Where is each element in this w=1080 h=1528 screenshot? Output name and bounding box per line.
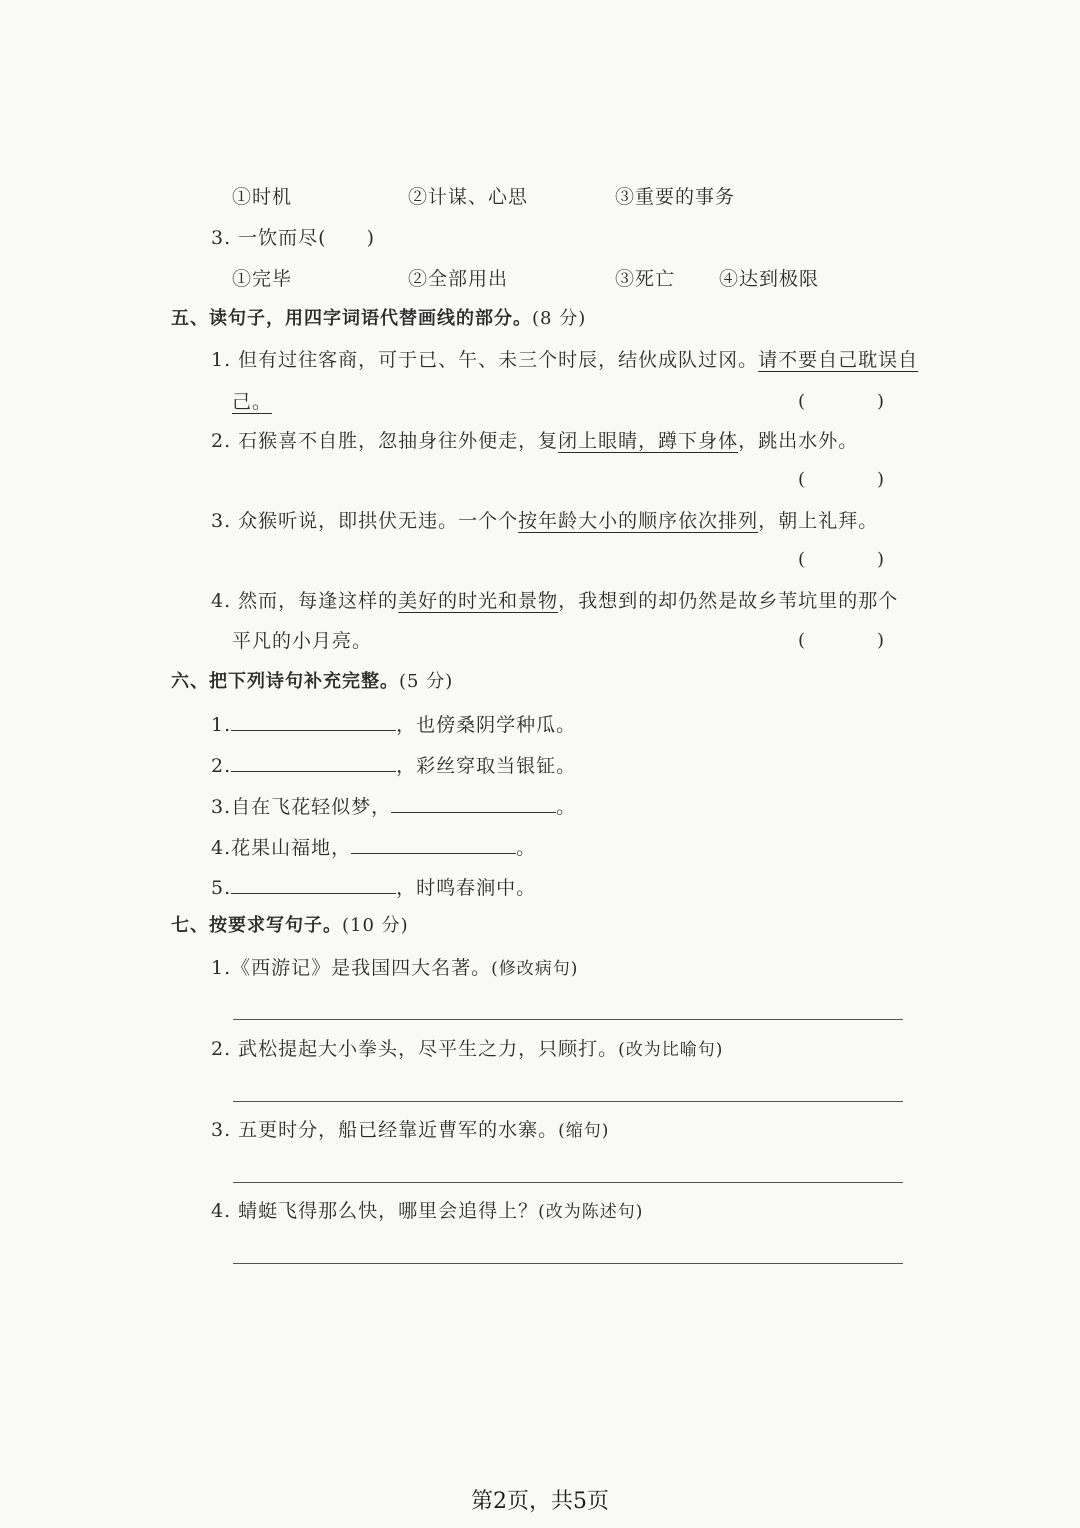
instruction-note: (缩句) [558,1121,610,1141]
option: ③重要的事务 [615,186,736,208]
sentence-text: 3. 五更时分，船已经靠近曹军的水寨。 [211,1119,559,1141]
section-title: 七、按要求写句子。 [171,915,342,936]
fill-blank[interactable] [231,710,396,731]
sentence-text: 1. 但有过往客商，可于已、午、未三个时辰，结伙成队过冈。 [211,349,759,371]
fill-blank[interactable] [391,792,556,813]
answer-line[interactable] [233,1182,903,1183]
poem-item [211,792,576,820]
underlined-phrase: 美好的时光和景物 [398,590,559,612]
option: ①时机 [232,186,293,208]
answer-line[interactable] [233,1019,903,1020]
option: ③死亡 [615,268,676,290]
underlined-phrase: 闭上眼睛，蹲下身体 [558,430,739,452]
fill-blank[interactable] [351,833,516,854]
instruction-note: (修改病句) [491,959,579,979]
sentence-continuation [232,389,272,415]
poem-item [211,833,536,861]
section-score: (10 分) [342,915,409,936]
poem-text: 。 [556,796,577,818]
sentence-text: 2. 石猴喜不自胜，忽抽身往外便走，复 [211,430,559,452]
underlined-phrase: 按年龄大小的顺序依次排列 [518,510,759,532]
poem-text: 。 [516,837,537,859]
sentence-item [211,347,918,373]
answer-parentheses[interactable]: ( ) [798,549,885,570]
poem-item [211,710,576,738]
sentence-text: 4. 蜻蜓飞得那么快，哪里会追得上？ [211,1200,539,1222]
sentence-text: 1.《西游记》是我国四大名著。 [211,957,492,979]
option: ②计谋、心思 [408,186,529,208]
rewrite-item [211,1198,643,1225]
poem-text: ，也傍桑阴学种瓜。 [396,714,577,736]
item-number: 5. [211,877,232,899]
section-heading [171,913,409,939]
option: ②全部用出 [408,268,509,290]
answer-line[interactable] [233,1263,903,1264]
fill-blank[interactable] [231,751,396,772]
poem-text: ，时鸣春涧中。 [396,877,537,899]
sentence-text: 3. 众猴听说，即拱伏无违。一个个 [211,510,519,532]
instruction-note: (改为比喻句) [618,1040,724,1060]
item-number: 3. [211,796,232,818]
underlined-phrase: 请不要自己耽误自 [758,349,919,371]
rewrite-item [211,1117,609,1144]
poem-item [211,873,536,901]
fill-blank[interactable] [231,873,396,894]
section-heading [171,306,586,332]
answer-parentheses[interactable]: ( ) [798,469,885,490]
sentence-text: 2. 武松提起大小拳头，尽平生之力，只顾打。 [211,1038,619,1060]
item-number: 4. [211,837,232,859]
poem-text: 花果山福地， [231,837,352,859]
sentence-text: ，跳出水外。 [738,430,859,452]
instruction-note: (改为陈述句) [538,1202,644,1222]
page-number: 第2页，共5页 [471,1489,609,1514]
sentence-item [211,508,878,534]
sentence-item [211,588,898,614]
answer-parentheses[interactable]: ( ) [798,391,885,412]
section-heading [171,669,453,695]
section-title: 五、读句子，用四字词语代替画线的部分。 [171,308,532,329]
item-number: 1. [211,714,232,736]
sentence-continuation: 平凡的小月亮。 [232,630,373,652]
section-title: 六、把下列诗句补充完整。 [171,671,399,692]
question-item: 3. 一饮而尽( ) [211,227,375,249]
sentence-text: ，朝上礼拜。 [758,510,879,532]
sentence-text: ，我想到的却仍然是故乡苇坑里的那个 [558,590,899,612]
rewrite-item [211,1036,723,1063]
option: ④达到极限 [719,268,820,290]
sentence-item [211,428,858,454]
poem-text: ，彩丝穿取当银钲。 [396,755,577,777]
poem-item [211,751,576,779]
answer-parentheses[interactable]: ( ) [798,630,885,651]
answer-line[interactable] [233,1101,903,1102]
rewrite-item [211,955,578,982]
underlined-phrase: 己。 [232,391,273,413]
option: ①完毕 [232,268,293,290]
poem-text: 自在飞花轻似梦， [231,796,392,818]
item-number: 2. [211,755,232,777]
sentence-text: 4. 然而，每逢这样的 [211,590,399,612]
section-score: (5 分) [399,671,454,692]
section-score: (8 分) [532,308,587,329]
